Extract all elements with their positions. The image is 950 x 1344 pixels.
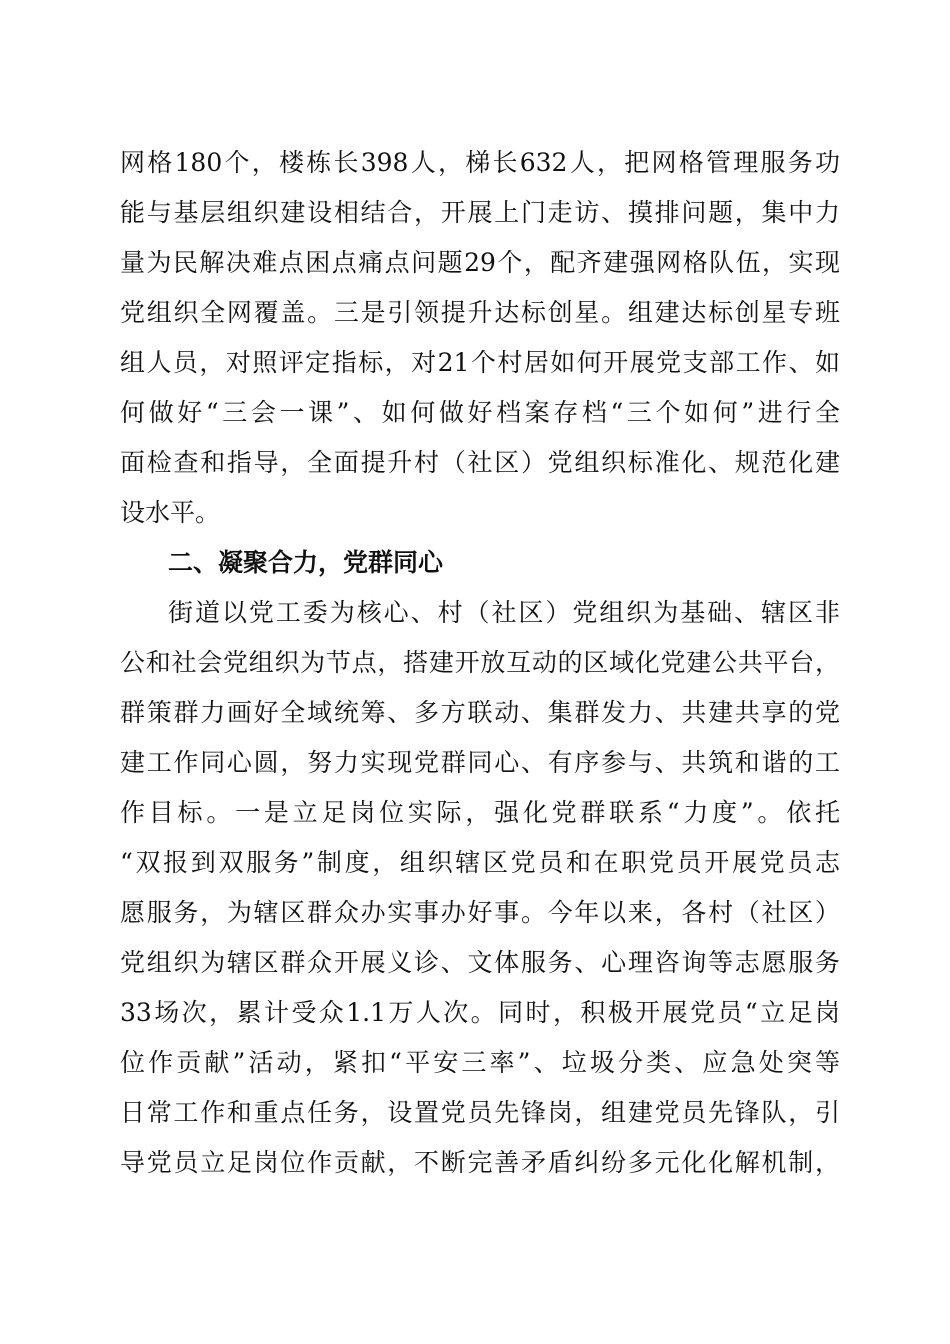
paragraph-line: 组人员，对照评定指标，对21个村居如何开展党支部工作、如 [120, 348, 840, 377]
paragraph-line: 公和社会党组织为节点，搭建开放互动的区域化党建公共平台， [120, 648, 840, 677]
paragraph-line: 街道以党工委为核心、村（社区）党组织为基础、辖区非 [168, 598, 840, 627]
paragraph-line: 设水平。 [120, 498, 221, 527]
paragraph-line: 愿服务，为辖区群众办实事办好事。今年以来，各村（社区） [120, 898, 840, 927]
paragraph-line: “双报到双服务”制度，组织辖区党员和在职党员开展党员志 [120, 848, 840, 877]
paragraph-line: 面检查和指导，全面提升村（社区）党组织标准化、规范化建 [120, 448, 840, 477]
paragraph-line: 位作贡献”活动，紧扣“平安三率”、垃圾分类、应急处突等 [120, 1048, 840, 1077]
paragraph-line: 33场次，累计受众1.1万人次。同时，积极开展党员“立足岗 [120, 998, 840, 1027]
paragraph-line: 日常工作和重点任务，设置党员先锋岗，组建党员先锋队，引 [120, 1098, 840, 1127]
paragraph-line: 建工作同心圆，努力实现党群同心、有序参与、共筑和谐的工 [120, 748, 840, 777]
paragraph-line: 量为民解决难点困点痛点问题29个，配齐建强网格队伍，实现 [120, 248, 840, 277]
paragraph-line: 作目标。一是立足岗位实际，强化党群联系“力度”。依托 [120, 798, 840, 827]
paragraph-line: 群策群力画好全域统筹、多方联动、集群发力、共建共享的党 [120, 698, 840, 727]
paragraph-line: 党组织为辖区群众开展义诊、文体服务、心理咨询等志愿服务 [120, 948, 840, 977]
paragraph-line: 何做好“三会一课”、如何做好档案存档“三个如何”进行全 [120, 398, 840, 427]
paragraph-line: 导党员立足岗位作贡献，不断完善矛盾纠纷多元化化解机制， [120, 1148, 840, 1177]
paragraph-line: 能与基层组织建设相结合，开展上门走访、摸排问题，集中力 [120, 198, 840, 227]
paragraph-line: 党组织全网覆盖。三是引领提升达标创星。组建达标创星专班 [120, 298, 840, 327]
paragraph-line: 网格180个，楼栋长398人，梯长632人，把网格管理服务功 [120, 148, 840, 177]
section-heading: 二、凝聚合力，党群同心 [168, 548, 444, 577]
